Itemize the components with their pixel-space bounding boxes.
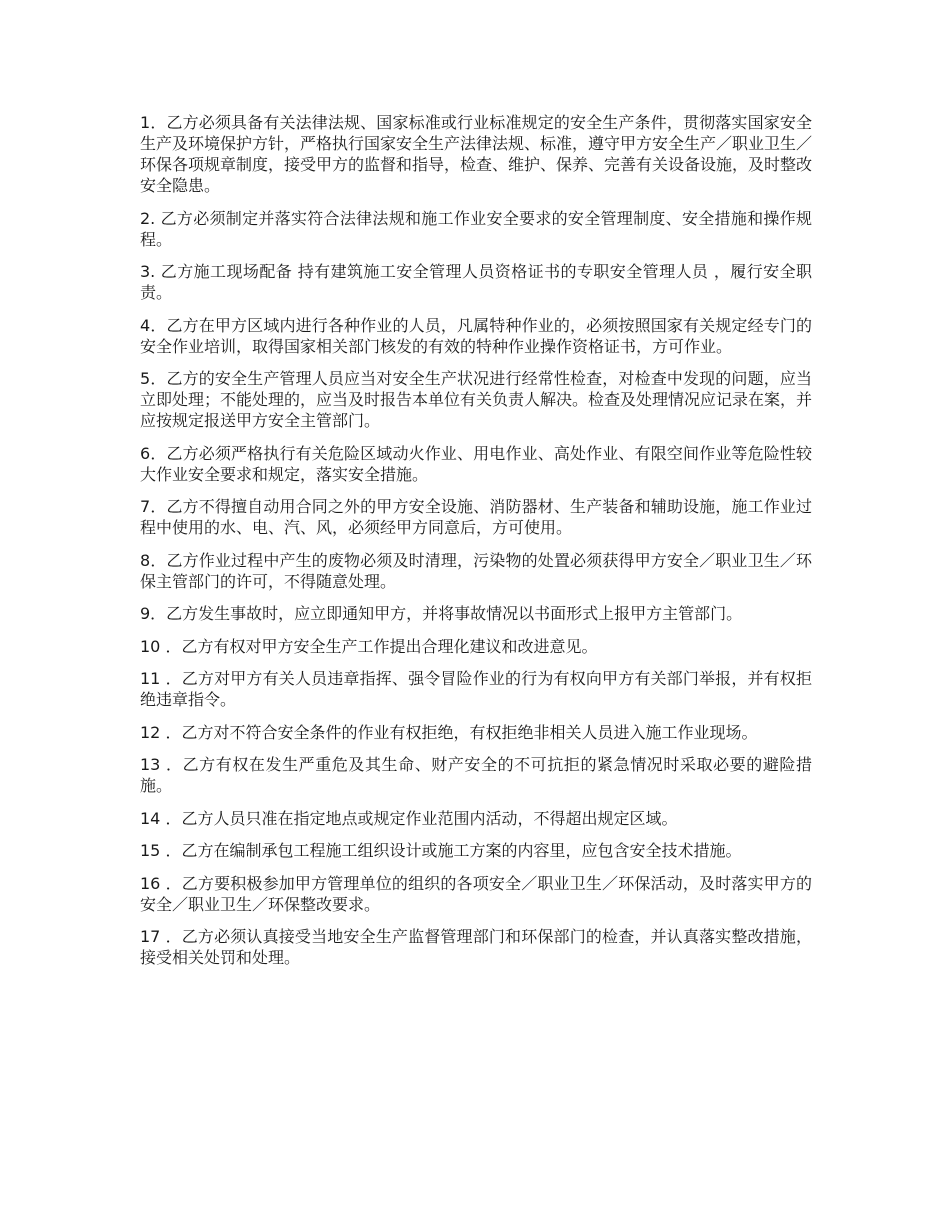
clause-10: 10 ．乙方有权对甲方安全生产工作提出合理化建议和改进意见。 <box>140 636 598 656</box>
clause-17: 17 ．乙方必须认真接受当地安全生产监督管理部门和环保部门的检查，并认真落实整改措施，接受相关处罚和处理。 <box>140 927 812 967</box>
clause-11: 11 ．乙方对甲方有关人员违章指挥、强令冒险作业的行为有权向甲方有关部门举报，并有权拒绝违章指令。 <box>140 669 812 709</box>
clause-16: 16 ．乙方要积极参加甲方管理单位的组织的各项安全／职业卫生／环保活动，及时落实甲方的安全／职业卫生／环保整改要求。 <box>140 873 812 914</box>
clause-5: 5．乙方的安全生产管理人员应当对安全生产状况进行经常性检查，对检查中发现的问题，应当立即处理；不能处理的，应当及时报告本单位有关负责人解决。检查及处理情况应记录在案，并应按规定报送甲方安全主管部门。 <box>140 369 813 430</box>
document-body <box>140 112 812 980</box>
clause-8: 8．乙方作业过程中产生的废物必须及时清理，污染物的处置必须获得甲方安全／职业卫生／环保主管部门的许可，不得随意处理。 <box>140 550 812 591</box>
clause-9: 9．乙方发生事故时，应立即通知甲方，并将事故情况以书面形式上报甲方主管部门。 <box>140 604 743 623</box>
clause-4: 4．乙方在甲方区域内进行各种作业的人员，凡属特种作业的，必须按照国家有关规定经专门的安全作业培训，取得国家相关部门核发的有效的特种作业操作资格证书，方可作业。 <box>140 315 812 356</box>
clause-1: 1．乙方必须具备有关法律法规、国家标准或行业标准规定的安全生产条件，贯彻落实国家安全生产及环境保护方针，严格执行国家安全生产法律法规、标准，遵守甲方安全生产／职业卫生／环保各项规章制度，接受甲方的监督和指导，检查、维护、保养、完善有关设备设施，及时整改安全隐患。 <box>140 113 813 195</box>
clause-14: 14 ．乙方人员只准在指定地点或规定作业范围内活动，不得超出规定区域。 <box>140 808 678 828</box>
clause-3: 3. 乙方施工现场配备 持有建筑施工安全管理人员资格证书的专职安全管理人员 ，履行安全职责。 <box>140 262 812 302</box>
clause-6: 6．乙方必须严格执行有关危险区域动火作业、用电作业、高处作业、有限空间作业等危险性较大作业安全要求和规定，落实安全措施。 <box>140 443 812 484</box>
clause-15: 15 ．乙方在编制承包工程施工组织设计或施工方案的内容里，应包含安全技术措施。 <box>140 841 742 860</box>
clause-7: 7．乙方不得擅自动用合同之外的甲方安全设施、消防器材、生产装备和辅助设施，施工作业过程中使用的水、电、汽、风，必须经甲方同意后，方可使用。 <box>140 497 812 537</box>
clause-2: 2. 乙方必须制定并落实符合法律法规和施工作业安全要求的安全管理制度、安全措施和操作规程。 <box>140 208 812 249</box>
clause-13: 13 ．乙方有权在发生严重危及其生命、财产安全的不可抗拒的紧急情况时采取必要的避险措施。 <box>140 755 812 795</box>
clause-12: 12 ．乙方对不符合安全条件的作业有权拒绝，有权拒绝非相关人员进入施工作业现场。 <box>140 722 758 742</box>
